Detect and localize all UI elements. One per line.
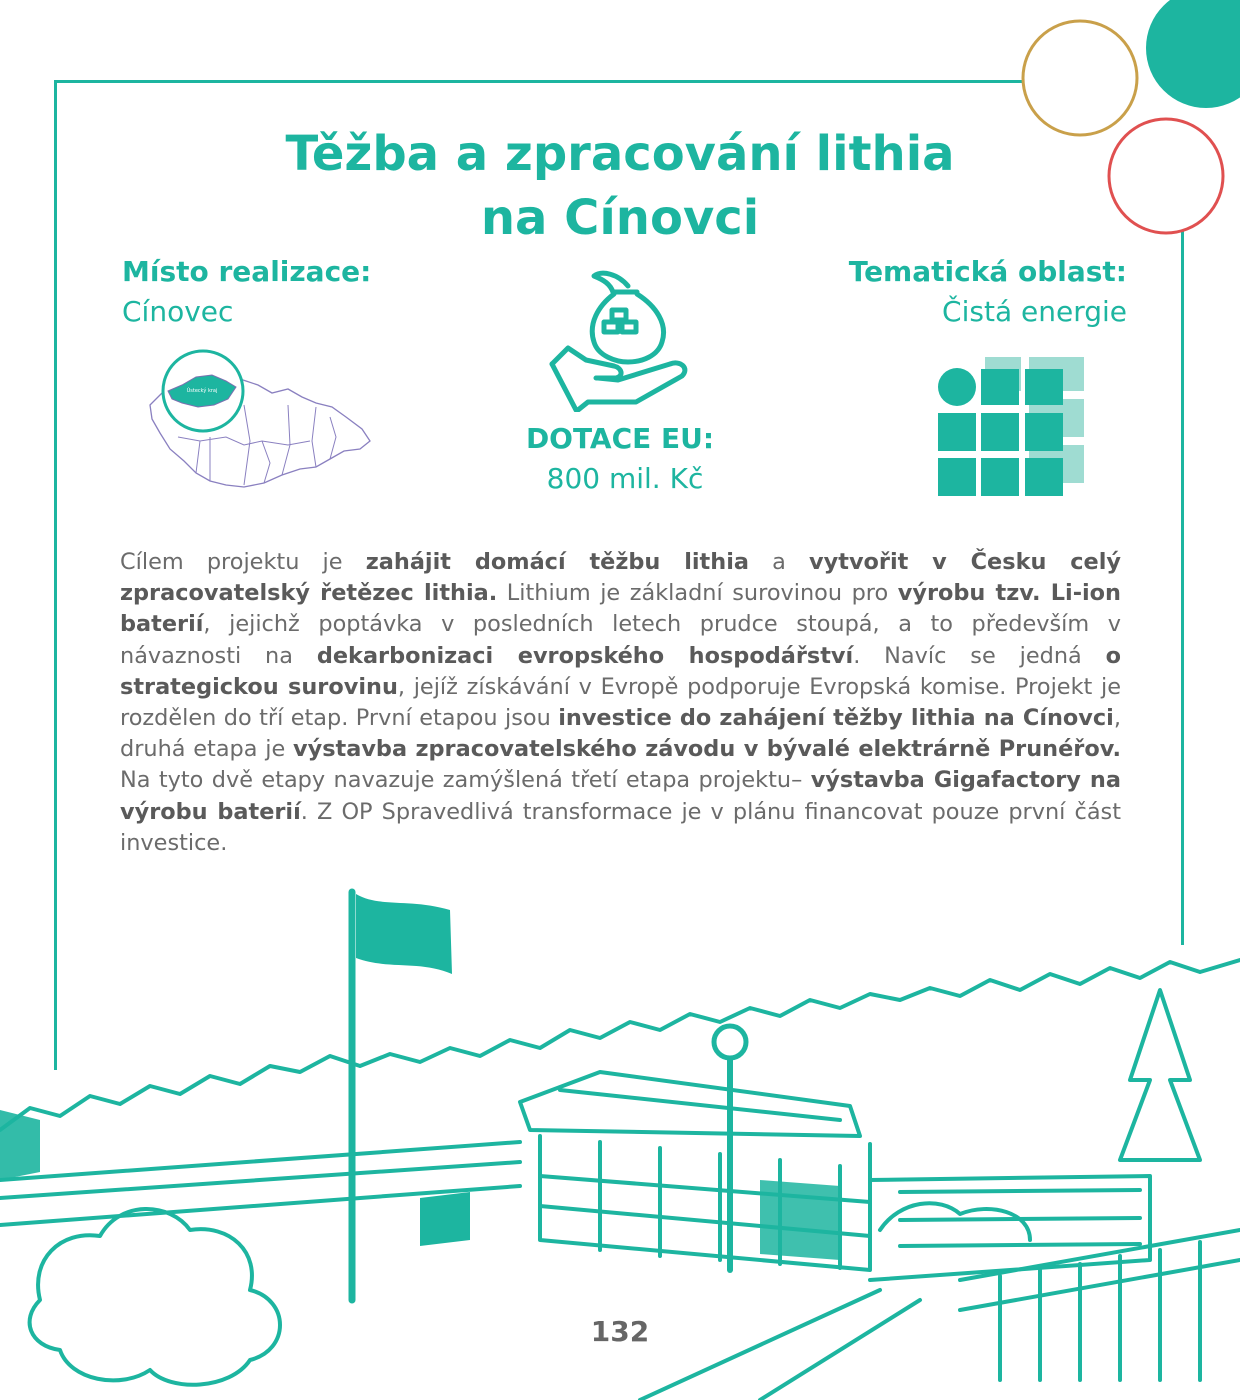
desc-seg-4: vytvořit v Česku celý zpracovatelský řetězec lithia.: [120, 549, 1121, 607]
teal-filled-circle: [1146, 0, 1240, 108]
frame-right-line: [1181, 175, 1184, 945]
theme-value: Čistá energie: [942, 295, 1127, 328]
funding-label: DOTACE EU:: [525, 422, 715, 455]
desc-seg-17: . Z OP Spravedlivá transformace je v plánu financovat pouze první část investice.: [120, 798, 1121, 856]
location-label: Místo realizace:: [122, 255, 372, 288]
czech-map-icon: [140, 345, 380, 495]
page-number: 132: [574, 1308, 666, 1356]
page-title: [0, 122, 1240, 250]
title-line-1: Těžba a zpracování lithia: [285, 126, 955, 182]
desc-seg-6: výrobu tzv. Li-ion baterií: [120, 580, 1121, 638]
desc-seg-14: výstavba zpracovatelského závodu v bývalé elektrárně Prunéřov.: [293, 736, 1121, 763]
desc-seg-16: výstavba Gigafactory na výrobu baterií: [120, 767, 1121, 825]
desc-seg-3: a: [748, 549, 810, 575]
solar-grid-icon: [935, 355, 1095, 500]
desc-seg-15: Na tyto dvě etapy navazuje zamýšlená třetí etapa projektu–: [120, 767, 811, 794]
desc-seg-9: . Navíc se jedná: [853, 642, 1106, 669]
funding-value: 800 mil. Kč: [546, 462, 704, 495]
money-bag-hand-icon: [540, 262, 700, 412]
desc-seg-10: o strategickou surovinu: [120, 642, 1121, 700]
desc-seg-11: , jejíž získávání v Evropě podporuje Evropská komise. Projekt je rozdělen do tří etap. První etapou jsou: [120, 673, 1122, 732]
desc-seg-7: , jejichž poptávka v posledních letech prudce stoupá, a to především v návaznosti na: [120, 611, 1121, 669]
desc-seg-12: investice do zahájení těžby lithia na Cínovci: [558, 705, 1114, 732]
location-value: Cínovec: [122, 295, 234, 328]
desc-seg-1: Cílem projektu je: [120, 549, 366, 575]
title-line-2: na Cínovci: [480, 190, 760, 246]
desc-seg-8: dekarbonizaci evropského hospodářství: [316, 642, 854, 669]
theme-label: Tematická oblast:: [848, 255, 1127, 288]
gold-ring-circle: [1023, 21, 1137, 135]
map-region-label: Ústecký kraj: [186, 388, 218, 394]
project-description: [120, 547, 1121, 859]
desc-seg-2: zahájit domácí těžbu lithia: [365, 549, 749, 575]
desc-seg-13: , druhá etapa je: [120, 705, 1121, 763]
desc-seg-5: Lithium je základní surovinou pro: [497, 580, 898, 607]
